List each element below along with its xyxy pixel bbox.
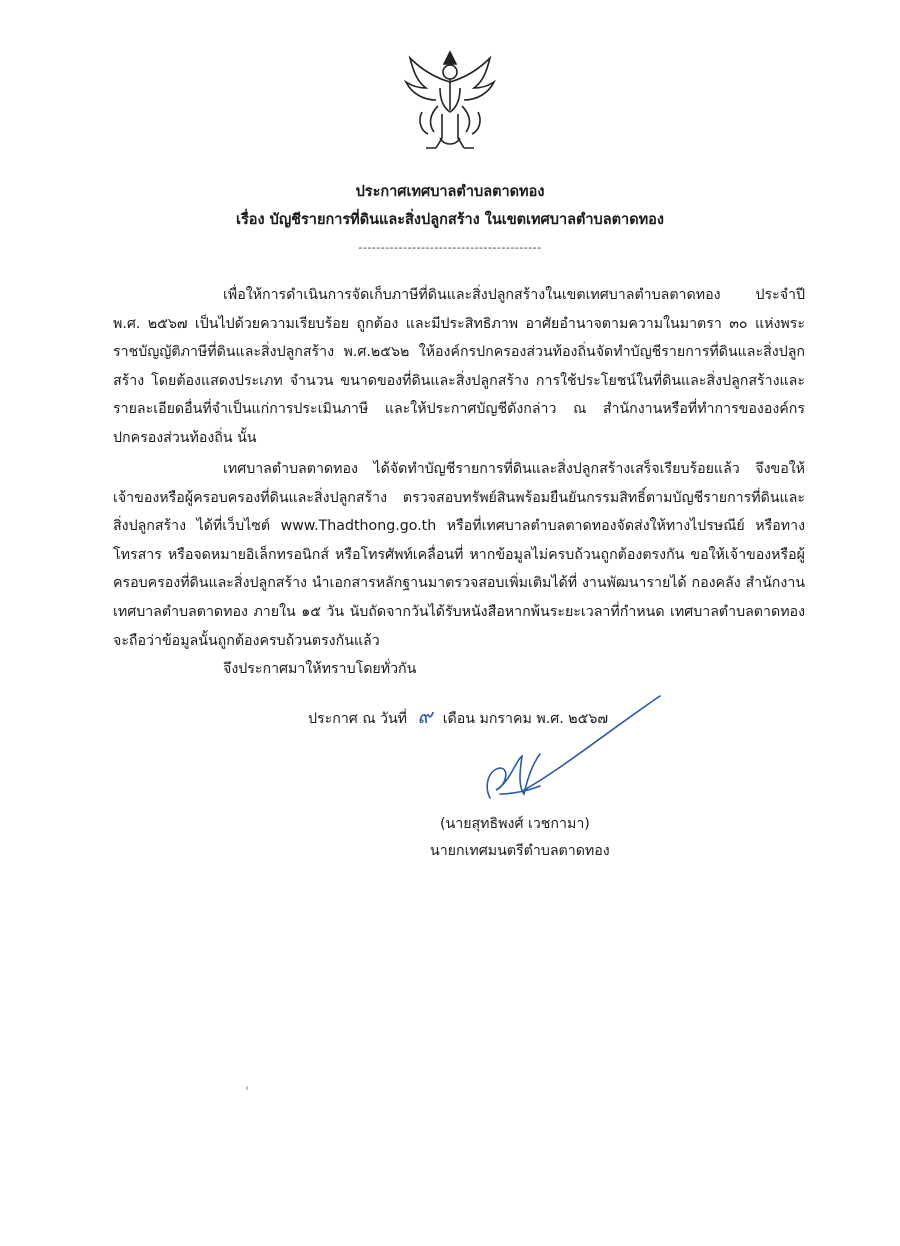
body-paragraph-2-text: เทศบาลตำบลตาดทอง ได้จัดทำบัญชีรายการที่ดินและสิ่งปลูกสร้างเสร็จเรียบร้อยแล้ว จึงขอให้เจ้าของหรือผู้ครอบครองที่ดินและสิ่งปลูกสร้าง ตรวจสอบทรัพย์สินพร้อมยืนยันกรรมสิทธิ์ตามบัญชีรายการที่ดินและสิ่งปลูกสร้าง ได้ที่เว็บไซต์ www.Thadthong.go.th หรือที่เทศบาลตำบลตาดทองจัดส่งให้ทางไปรษณีย์ หรือทางโทรสาร หรือจดหมายอิเล็กทรอนิกส์ หรือโทรศัพท์เคลื่อนที่ หากข้อมูลไม่ครบถ้วนถูกต้องตรงกัน ขอให้เจ้าของหรือผู้ครอบครองที่ดินและสิ่งปลูกสร้าง นำเอกสารหลักฐานมาตรวจสอบเพิ่มเติมได้ที่ งานพัฒนารายได้ กองคลัง สำนักงานเทศบาลตำบลตาดทอง ภายใน ๑๕ วัน นับถัดจากวันได้รับหนังสือหากพ้นระยะเวลาที่กำหนด เทศบาลตำบลตาดทองจะถือว่าข้อมูลนั้นถูกต้องครบถ้วนตรงกันแล้ว — [113, 461, 805, 649]
date-prefix: ประกาศ ณ วันที่ — [308, 711, 408, 727]
signatory-position: นายกเทศมนตรีตำบลตาดทอง — [430, 843, 610, 859]
signatory-name: (นายสุทธิพงศ์ เวชกามา) — [440, 816, 590, 832]
closing-line: จึงประกาศมาให้ทราบโดยทั่วกัน — [223, 661, 417, 677]
scan-mark: ˈ — [245, 1085, 249, 1101]
date-suffix: เดือน มกราคม พ.ศ. ๒๕๖๗ — [442, 711, 609, 727]
garuda-emblem-icon — [400, 48, 500, 158]
title-separator: ----------------------------------------- — [358, 241, 542, 254]
date-day-handwritten: ๙ — [417, 704, 433, 728]
body-paragraph-1-text: เพื่อให้การดำเนินการจัดเก็บภาษีที่ดินและสิ่งปลูกสร้างในเขตเทศบาลตำบลตาดทอง ประจำปี พ.ศ. ๒๕๖๗ เป็นไปด้วยความเรียบร้อย ถูกต้อง และมีประสิทธิภาพ อาศัยอำนาจตามความในมาตรา ๓๐ แห่งพระราชบัญญัติภาษีที่ดินและสิ่งปลูกสร้าง พ.ศ.๒๕๖๒ ให้องค์กรปกครองส่วนท้องถิ่นจัดทำบัญชีรายการที่ดินและสิ่งปลูกสร้าง โดยต้องแสดงประเภท จำนวน ขนาดของที่ดินและสิ่งปลูกสร้าง การใช้ประโยชน์ในที่ดินและสิ่งปลูกสร้างและรายละเอียดอื่นที่จำเป็นแก่การประเมินภาษี และให้ประกาศบัญชีดังกล่าว ณ สำนักงานหรือที่ทำการขององค์กรปกครองส่วนท้องถิ่น นั้น — [113, 287, 805, 446]
body-paragraph-2 — [113, 455, 805, 655]
handwritten-signature — [470, 690, 670, 820]
announcement-subject: เรื่อง บัญชีรายการที่ดินและสิ่งปลูกสร้าง ในเขตเทศบาลตำบลตาดทอง — [236, 212, 664, 228]
body-paragraph-1 — [113, 281, 805, 453]
announcement-title: ประกาศเทศบาลตำบลตาดทอง — [355, 184, 545, 200]
